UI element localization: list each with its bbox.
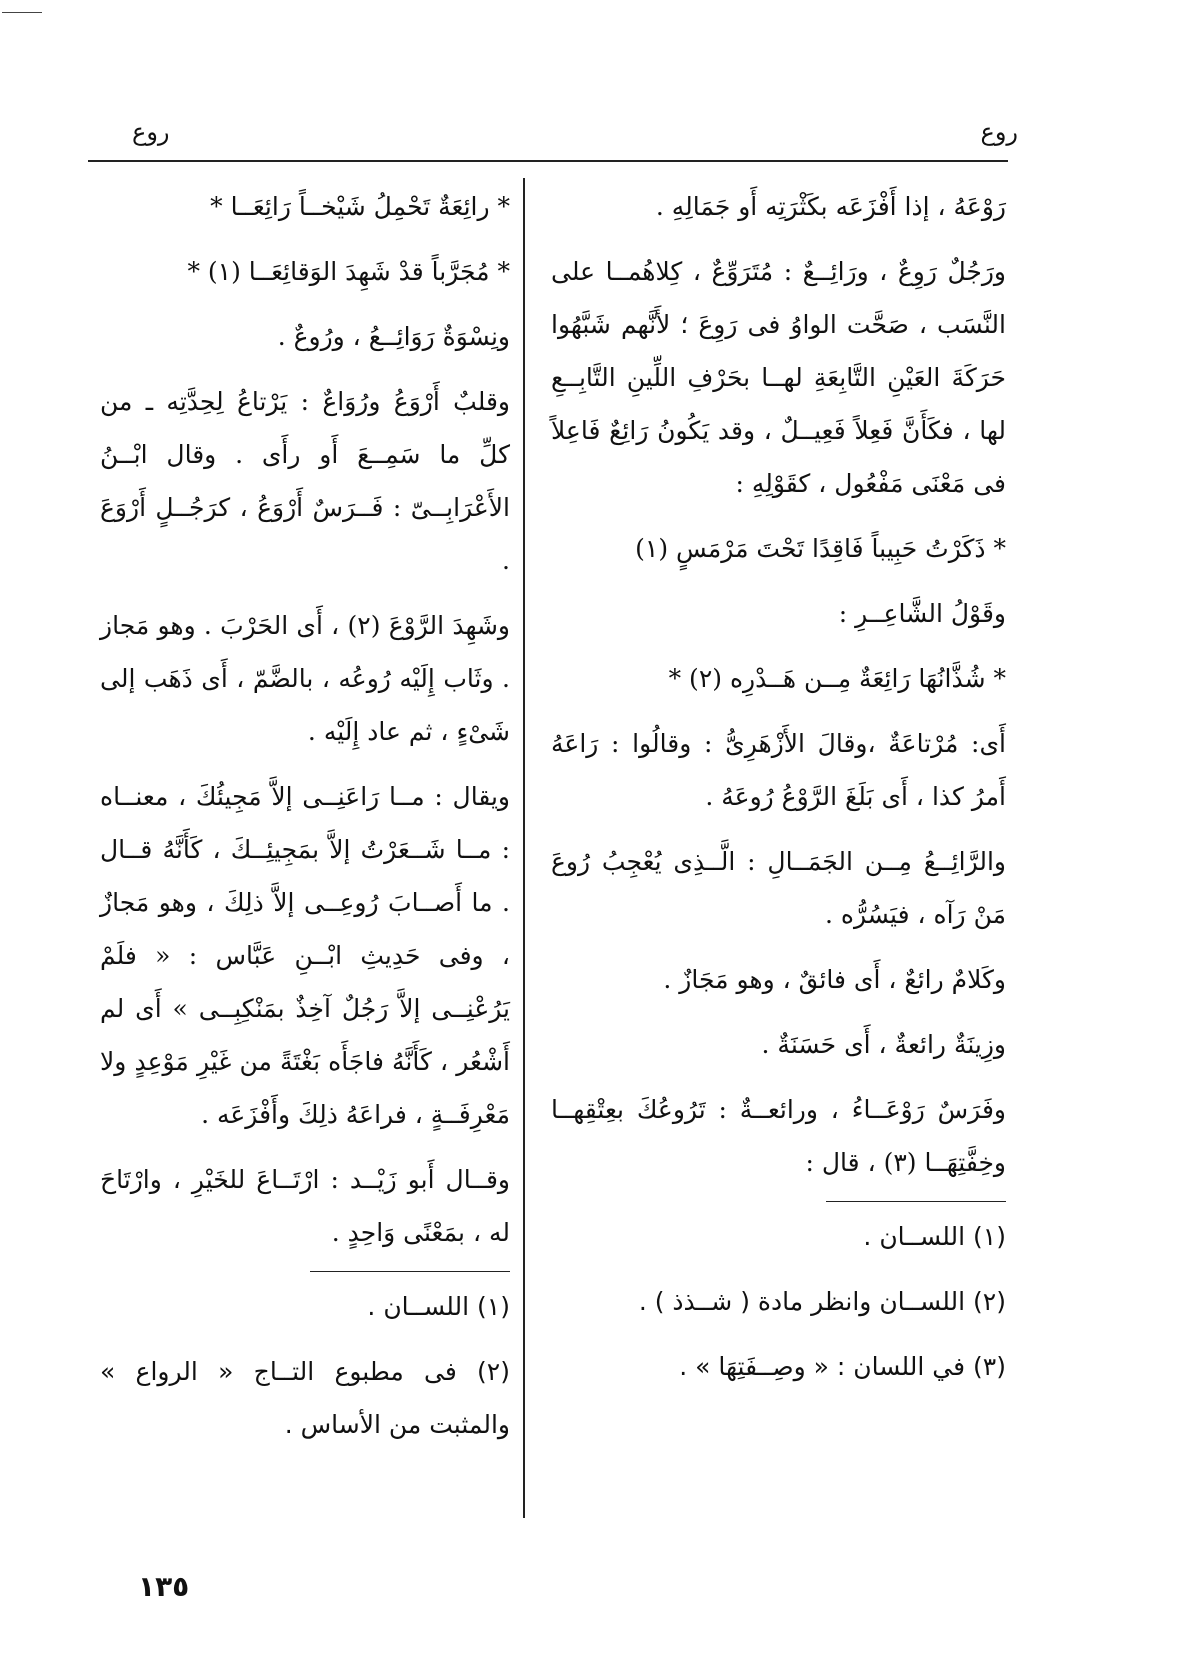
paragraph: وقــال أَبو زَيْــد : ارْتَــاعَ للخَيْرِ ، وارْتَاحَ له ، بمَعْنًى وَاحِدٍ .	[100, 1165, 510, 1247]
verse-line: * شُذَّانُهَا رَائِعَةٌ مِــن هَــدْرِه (٢) *	[668, 664, 1006, 693]
header-rule	[88, 160, 1008, 162]
footnote: (١) اللســان .	[367, 1292, 510, 1321]
paragraph: والرَّائِــعُ مِــن الجَمَــالِ : الَّــذِى يُعْجِبُ رُوعَ مَنْ رَآه ، فيَسُرُّه .	[551, 847, 1006, 929]
verse-line: * رائِعَةٌ تَحْمِلُ شَيْخــاً رَائِعَــا *	[210, 192, 510, 221]
paragraph: ونِسْوَةٌ رَوَائِــعُ ، ورُوعٌ .	[277, 322, 510, 351]
footnote: (٢) اللســان وانظر مادة ( شــذذ ) .	[638, 1287, 1006, 1316]
paragraph: وكَلامٌ رائعٌ ، أَى فائقٌ ، وهو مَجَازٌ .	[663, 965, 1006, 994]
verse-line: * مُجَرَّباً قدْ شَهِدَ الوَقائِعَــا (١) *	[187, 257, 510, 286]
running-head-right: روع	[980, 118, 1018, 146]
paragraph: وزِينَةٌ رائعةٌ ، أَى حَسَنَةٌ .	[761, 1030, 1006, 1059]
paragraph: أَى: مُرْتاعَةٌ ،وقالَ الأَزْهَرِىُّ : وقالُوا : رَاعَهُ أَمرُ كذا ، أَى بَلَغَ الرَّوْعُ رُوعَهُ .	[551, 729, 1006, 811]
footnote: (٢) فى مطبوع التــاج « الرواع » والمثبت من الأساس .	[100, 1357, 510, 1439]
paragraph: ورَجُلٌ رَوِعٌ ، ورَائِــعٌ : مُتَرَوِّعٌ ، كِلاهُمــا على النَّسَب ، صَحَّت الواوُ فى رَوِعَ ؛ لأَنَّهم شَبَّهُوا حَرَكَةَ العَيْنِ التَّابِعَةِ لهــا بحَرْفِ اللِّينِ التَّابِــعِ لها ، فكَأَنَّ فَعِلاً فَعِيــلٌ ، وقد يَكُونُ رَائِعٌ فَاعِلاً فى مَعْنَى مَفْعُول ، كقَوْلِهِ :	[551, 257, 1006, 498]
right-column	[551, 180, 1006, 1405]
paragraph: وفَرَسٌ رَوْعَــاءُ ، ورائعــةٌ : تَرُوعُكَ بعِتْقِهــا وخِفَّتِهَــا (٣) ، قال :	[551, 1095, 1006, 1177]
left-column	[100, 180, 510, 1463]
column-divider	[523, 178, 525, 1518]
page-number: ١٣٥	[138, 1570, 190, 1603]
footnote-rule	[310, 1271, 510, 1272]
paragraph: ويقال : مــا رَاعَنِــى إلاَّ مَجِيئُكَ ، معنــاه : مــا شَــعَرْتُ إلاَّ بمَجِيئِــكَ ، كَأَنَّهُ قــال . ما أَصــابَ رُوعِــى إلاَّ ذلِكَ ، وهو مَجازٌ ، وفى حَدِيثِ ابْــنِ عَبَّاس : « فلَمْ يَرُعْنِــى إلاَّ رَجُلٌ آخِذٌ بمَنْكِبِــى » أَى لم أَشْعُر ، كَأَنَّهُ فاجَأَه بَغْتَةً من غَيْرِ مَوْعِدٍ ولا مَعْرِفَــةٍ ، فراعَهُ ذلِكَ وأَفْزَعَه .	[100, 782, 510, 1129]
paragraph: رَوْعَهُ ، إذا أَفْزَعَه بكَثْرَتِه أَو جَمَالِهِ .	[655, 192, 1006, 221]
footnote-rule	[826, 1201, 1006, 1202]
footnote: (١) اللســان .	[863, 1222, 1006, 1251]
paragraph: وقلبٌ أَرْوَعُ ورُوَاعٌ : يَرْتاعُ لِحِدَّتِه ـ من كلِّ ما سَمِــعَ أَو رأَى . وقال ابْــنُ الأَعْرَابِــىّ : فَــرَسٌ أَرْوَعُ ، كرَجُــلٍ أَرْوَعَ .	[100, 387, 510, 575]
paragraph: وشَهِدَ الرَّوْعَ (٢) ، أَى الحَرْبَ . وهو مَجاز . وثَاب إِلَيْه رُوعُه ، بالضَّمّ ، أَى ذَهَب إلى شَىْءٍ ، ثم عاد إِلَيْه .	[100, 611, 510, 746]
running-head-left: روع	[132, 118, 170, 146]
paragraph: وقَوْلُ الشَّاعِــرِ :	[838, 599, 1006, 628]
footnote: (٣) في اللسان : « وصِــفَتِهَا » .	[679, 1352, 1006, 1381]
verse-line: * ذَكَرْتُ حَبِيباً فَاقِدًا تَحْتَ مَرْمَسٍ (١)	[635, 534, 1006, 563]
